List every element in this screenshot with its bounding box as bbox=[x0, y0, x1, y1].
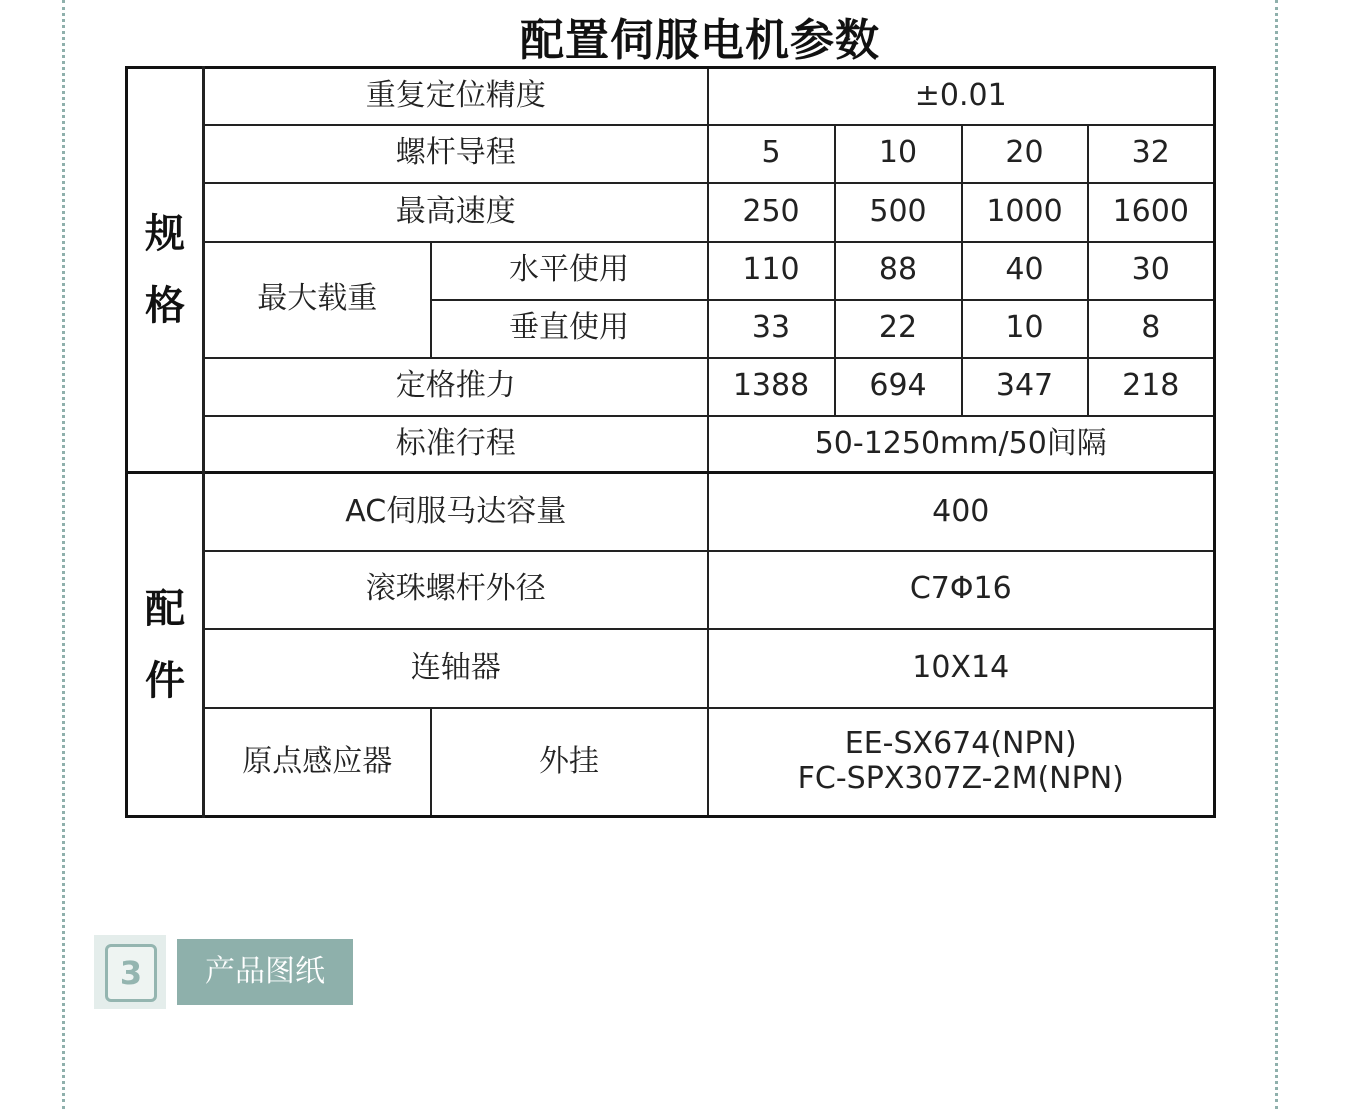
table-row bbox=[127, 125, 1215, 183]
row-label: 最大载重 bbox=[204, 242, 431, 358]
sensor-model: EE-SX674(NPN) bbox=[844, 726, 1077, 762]
table-cell: 33 bbox=[708, 300, 835, 358]
table-cell: 500 bbox=[835, 183, 962, 242]
row-label: 重复定位精度 bbox=[204, 68, 708, 125]
table-row bbox=[127, 68, 1215, 125]
table-cell: 5 bbox=[708, 125, 835, 183]
table-cell: 32 bbox=[1088, 125, 1215, 183]
table-cell: 1600 bbox=[1088, 183, 1215, 242]
section-number: 3 bbox=[105, 944, 157, 1002]
row-value: 400 bbox=[708, 473, 1215, 551]
left-dotted-border bbox=[62, 0, 65, 1109]
spec-table bbox=[125, 66, 1216, 818]
sensor-model: FC-SPX307Z-2M(NPN) bbox=[797, 760, 1124, 796]
table-cell: 20 bbox=[962, 125, 1088, 183]
row-label: 连轴器 bbox=[204, 629, 708, 708]
table-row bbox=[127, 416, 1215, 473]
page-title: 配置伺服电机参数 bbox=[520, 15, 880, 66]
row-label: AC伺服马达容量 bbox=[204, 473, 708, 551]
sub-label: 垂直使用 bbox=[431, 300, 708, 358]
table-cell: 1388 bbox=[708, 358, 835, 416]
row-label: 最高速度 bbox=[204, 183, 708, 242]
row-label: 螺杆导程 bbox=[204, 125, 708, 183]
table-cell: 250 bbox=[708, 183, 835, 242]
table-cell: 694 bbox=[835, 358, 962, 416]
table-cell: 8 bbox=[1088, 300, 1215, 358]
table-cell: 22 bbox=[835, 300, 962, 358]
table-cell: 110 bbox=[708, 242, 835, 300]
section-title: 产品图纸 bbox=[177, 939, 353, 1005]
row-value: C7Φ16 bbox=[708, 551, 1215, 629]
table-row bbox=[127, 708, 1215, 817]
table-cell: 218 bbox=[1088, 358, 1215, 416]
table-row bbox=[127, 629, 1215, 708]
row-label: 原点感应器 bbox=[204, 708, 431, 817]
table-cell: 1000 bbox=[962, 183, 1088, 242]
table-row bbox=[127, 358, 1215, 416]
table-cell: 10 bbox=[962, 300, 1088, 358]
row-label: 定格推力 bbox=[204, 358, 708, 416]
table-cell: 347 bbox=[962, 358, 1088, 416]
table-cell: 30 bbox=[1088, 242, 1215, 300]
table-cell: 40 bbox=[962, 242, 1088, 300]
row-label: 滚珠螺杆外径 bbox=[204, 551, 708, 629]
sub-label: 水平使用 bbox=[431, 242, 708, 300]
row-label: 标准行程 bbox=[204, 416, 708, 473]
table-cell: 88 bbox=[835, 242, 962, 300]
table-row bbox=[127, 473, 1215, 551]
group-label-parts: 配 件 bbox=[127, 473, 204, 817]
table-cell: 10 bbox=[835, 125, 962, 183]
row-value: 10X14 bbox=[708, 629, 1215, 708]
table-row bbox=[127, 551, 1215, 629]
section-number-box bbox=[94, 935, 166, 1009]
right-dotted-border bbox=[1275, 0, 1278, 1109]
group-label-spec: 规 格 bbox=[127, 68, 204, 473]
table-row bbox=[127, 242, 1215, 300]
row-value: ±0.01 bbox=[708, 68, 1215, 125]
row-value: 50-1250mm/50间隔 bbox=[708, 416, 1215, 473]
table-row bbox=[127, 183, 1215, 242]
sub-label: 外挂 bbox=[431, 708, 708, 817]
row-value bbox=[708, 708, 1215, 817]
